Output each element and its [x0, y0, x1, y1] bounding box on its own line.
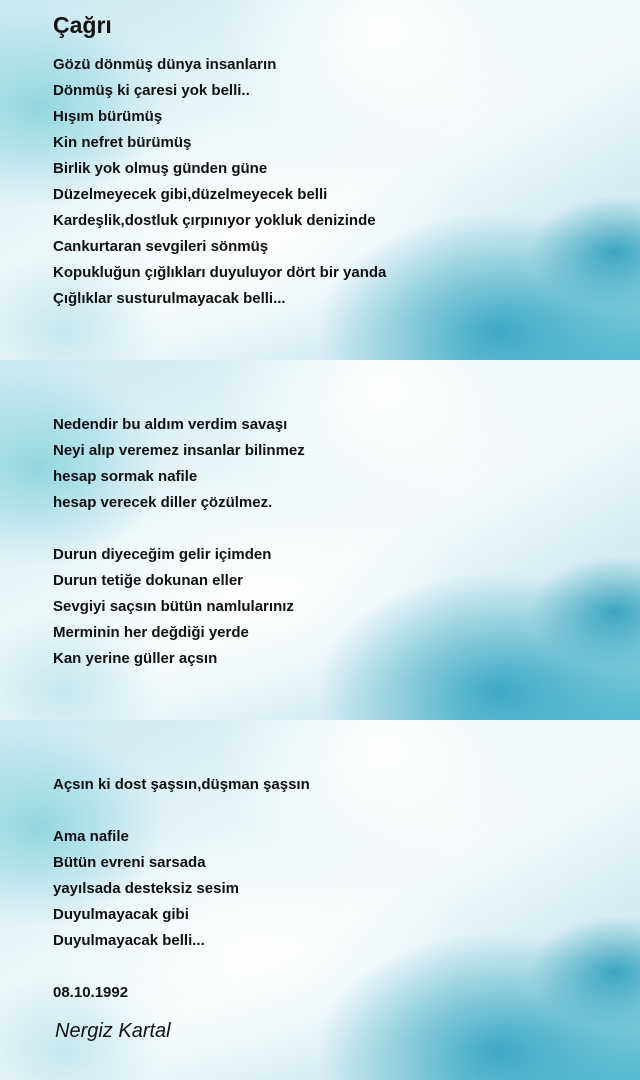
poem-title: Çağrı — [53, 12, 112, 38]
poem-line: hesap sormak nafile — [53, 468, 198, 485]
poem-date: 08.10.1992 — [53, 984, 129, 1001]
poem-line: Kopukluğun çığlıkları duyuluyor dört bir yanda — [53, 264, 387, 281]
poem-line: Merminin her değdiği yerde — [53, 624, 249, 641]
poem-line: Gözü dönmüş dünya insanların — [53, 56, 277, 73]
poem-line-blank — [53, 798, 310, 824]
poem-line: Kardeşlik,dostluk çırpınıyor yokluk denizinde — [53, 212, 376, 229]
poem-line: Cankurtaran sevgileri sönmüş — [53, 238, 269, 255]
poem-line: hesap verecek diller çözülmez. — [53, 494, 273, 511]
poem-line: Neyi alıp veremez insanlar bilinmez — [53, 442, 305, 459]
poem-line: Duyulmayacak belli... — [53, 932, 205, 949]
poem-line: Çığlıklar susturulmayacak belli... — [53, 290, 286, 307]
poem-line: Açsın ki dost şaşsın,düşman şaşsın — [53, 776, 310, 793]
poem-panel-1 — [0, 0, 640, 360]
poem-line: Hışım bürümüş — [53, 108, 163, 125]
poem-line: yayılsada desteksiz sesim — [53, 880, 239, 897]
poem-line: Durun tetiğe dokunan eller — [53, 572, 244, 589]
poem-line: Dönmüş ki çaresi yok belli.. — [53, 82, 250, 99]
poem-line: Ama nafile — [53, 828, 129, 845]
stanza-block-1 — [53, 52, 386, 312]
author-name: Nergiz Kartal — [55, 1020, 171, 1042]
poem-line: Durun diyeceğim gelir içimden — [53, 546, 272, 563]
poem-line: Nedendir bu aldım verdim savaşı — [53, 416, 288, 433]
stanza-block-3 — [53, 772, 310, 1006]
poem-line-blank — [53, 516, 305, 542]
poem-line: Duyulmayacak gibi — [53, 906, 189, 923]
poem-line: Sevgiyi saçsın bütün namlularınız — [53, 598, 294, 615]
poem-panel-3 — [0, 720, 640, 1080]
poem-line: Birlik yok olmuş günden güne — [53, 160, 268, 177]
poem-line-blank — [53, 954, 310, 980]
poem-line: Düzelmeyecek gibi,düzelmeyecek belli — [53, 186, 328, 203]
poem-line: Kan yerine güller açsın — [53, 650, 218, 667]
poem-line: Bütün evreni sarsada — [53, 854, 206, 871]
poem-line: Kin nefret bürümüş — [53, 134, 192, 151]
poem-panel-2 — [0, 360, 640, 720]
stanza-block-2 — [53, 412, 305, 672]
